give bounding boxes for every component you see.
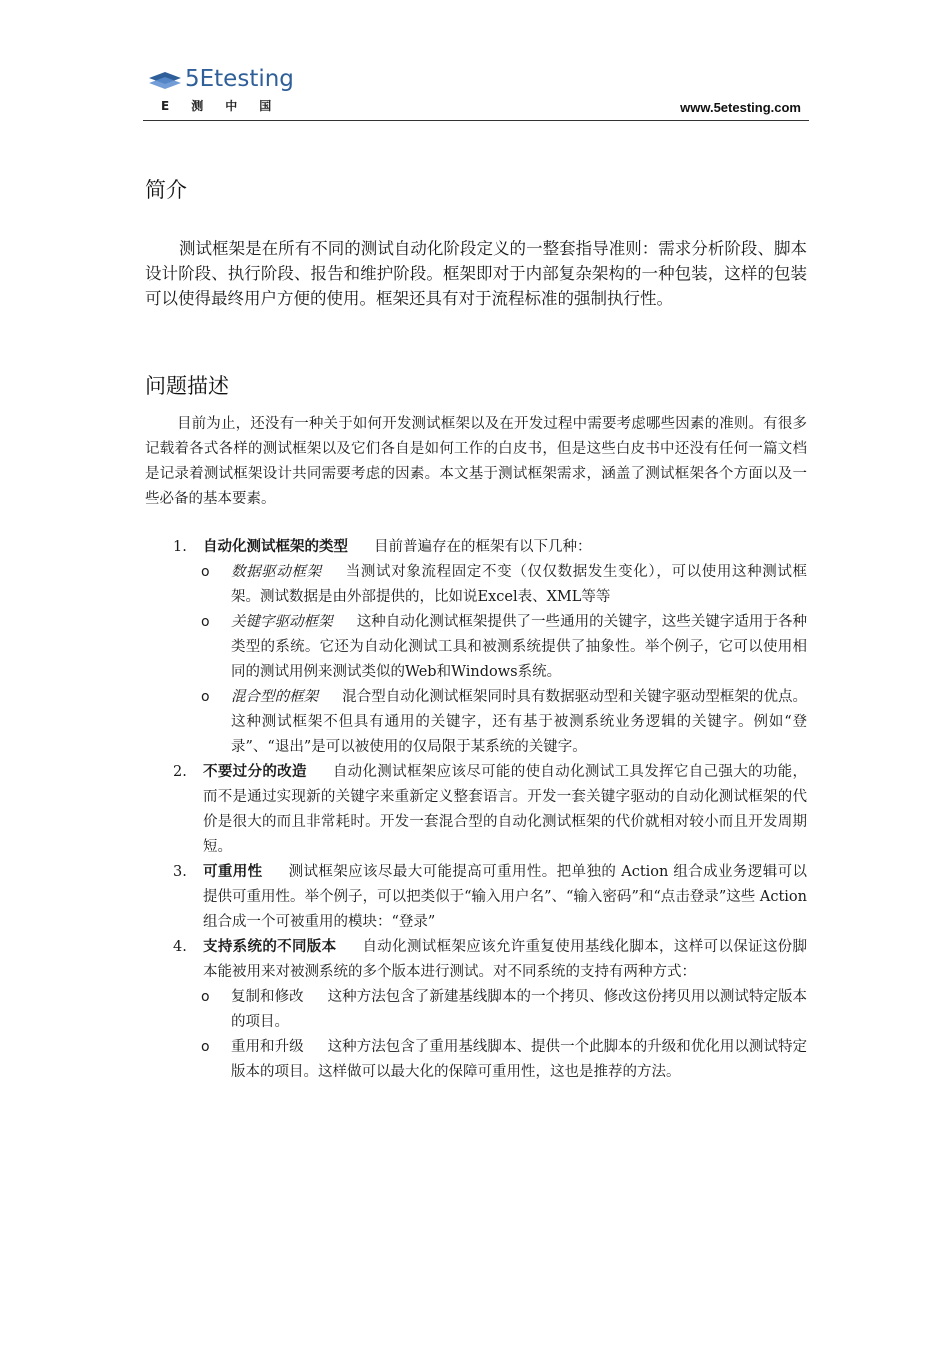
sub-item-text: 混合型自动化测试框架同时具有数据驱动型和关键字驱动型框架的优点。这种测试框架不但具有通用的关键字，还有基于被测系统业务逻辑的关键字。例如“登录”、“退出”是可以被使用的仅局限于某系统的关键字。 xyxy=(231,689,808,755)
list-number: 4. xyxy=(173,939,187,955)
list-item-text: 自动化测试框架应该允许重复使用基线化脚本，这样可以保证这份脚本能被用来对被测系统的多个版本进行测试。对不同系统的支持有两种方式： xyxy=(203,939,808,980)
sub-list xyxy=(173,560,807,760)
logo-text: 5Etesting xyxy=(185,66,294,92)
list-item-term: 支持系统的不同版本 xyxy=(203,939,337,955)
section-title-intro: 简介 xyxy=(145,178,187,202)
section-title-problem: 问题描述 xyxy=(145,374,229,398)
sub-item-term: 关键字驱动框架 xyxy=(231,614,333,630)
requirements-list xyxy=(173,535,807,1085)
list-item-text: 测试框架应该尽最大可能提高可重用性。把单独的 Action 组合成业务逻辑可以提供可重用性。举个例子，可以把类似于“输入用户名”、“输入密码”和“点击登录”这些 Action 组合成一个可被重用的模块：“登录” xyxy=(203,864,808,930)
sub-item-text: 这种方法包含了重用基线脚本、提供一个此脚本的升级和优化用以测试特定版本的项目。这样做可以最大化的保障可重用性，这也是推荐的方法。 xyxy=(231,1039,808,1080)
list-item-term: 自动化测试框架的类型 xyxy=(203,539,348,555)
list-number: 1. xyxy=(173,539,187,555)
bullet-icon: o xyxy=(201,989,210,1005)
sub-list-item xyxy=(173,610,807,685)
website-url: www.5etesting.com xyxy=(680,100,801,115)
sub-list-item xyxy=(173,1035,807,1085)
sub-list xyxy=(173,985,807,1085)
list-item-text: 自动化测试框架应该尽可能的使自动化测试工具发挥它自己强大的功能，而不是通过实现新的关键字来重新定义整套语言。开发一套关键字驱动的自动化测试框架的代价是很大的而且非常耗时。开发一套混合型的自动化测试框架的代价就相对较小而且开发周期短。 xyxy=(203,764,808,855)
company-logo xyxy=(147,66,297,116)
sub-item-text: 当测试对象流程固定不变（仅仅数据发生变化），可以使用这种测试框架。测试数据是由外部提供的，比如说Excel表、XML等等 xyxy=(231,564,808,605)
list-number: 3. xyxy=(173,864,187,880)
list-item xyxy=(173,935,807,1085)
bullet-icon: o xyxy=(201,564,210,580)
bullet-icon: o xyxy=(201,1039,210,1055)
sub-list-item xyxy=(173,985,807,1035)
list-item-term: 可重用性 xyxy=(203,864,263,880)
list-number: 2. xyxy=(173,764,187,780)
list-item-text: 目前普遍存在的框架有以下几种： xyxy=(374,539,592,555)
list-item xyxy=(173,535,807,760)
sub-item-text: 这种方法包含了新建基线脚本的一个拷贝、修改这份拷贝用以测试特定版本的项目。 xyxy=(231,989,808,1030)
sub-list-item xyxy=(173,560,807,610)
list-item xyxy=(173,860,807,935)
intro-paragraph: 测试框架是在所有不同的测试自动化阶段定义的一整套指导准则：需求分析阶段、脚本设计阶段、执行阶段、报告和维护阶段。框架即对于内部复杂架构的一种包装，这样的包装可以使得最终用户方便的使用。框架还具有对于流程标准的强制执行性。 xyxy=(145,239,807,308)
logo-chinese-text: E测中国 xyxy=(161,99,294,113)
page-header xyxy=(143,66,809,121)
bullet-icon: o xyxy=(201,689,210,705)
problem-paragraph: 目前为止，还没有一种关于如何开发测试框架以及在开发过程中需要考虑哪些因素的准则。有很多记载着各式各样的测试框架以及它们各自是如何工作的白皮书，但是这些白皮书中还没有任何一篇文档是记录着测试框架设计共同需要考虑的因素。本文基于测试框架需求，涵盖了测试框架各个方面以及一些必备的基本要素。 xyxy=(145,416,807,507)
logo-mark-icon xyxy=(147,70,183,92)
bullet-icon: o xyxy=(201,614,210,630)
sub-item-text: 这种自动化测试框架提供了一些通用的关键字，这些关键字适用于各种类型的系统。它还为自动化测试工具和被测系统提供了抽象性。举个例子，它可以使用相同的测试用例来测试类似的Web和Windows系统。 xyxy=(231,614,808,680)
sub-item-term: 数据驱动框架 xyxy=(231,564,322,580)
list-item-term: 不要过分的改造 xyxy=(203,764,307,780)
sub-list-item xyxy=(173,685,807,760)
sub-item-term: 复制和修改 xyxy=(231,989,304,1005)
list-item xyxy=(173,760,807,860)
sub-item-term: 重用和升级 xyxy=(231,1039,304,1055)
sub-item-term: 混合型的框架 xyxy=(231,689,319,705)
